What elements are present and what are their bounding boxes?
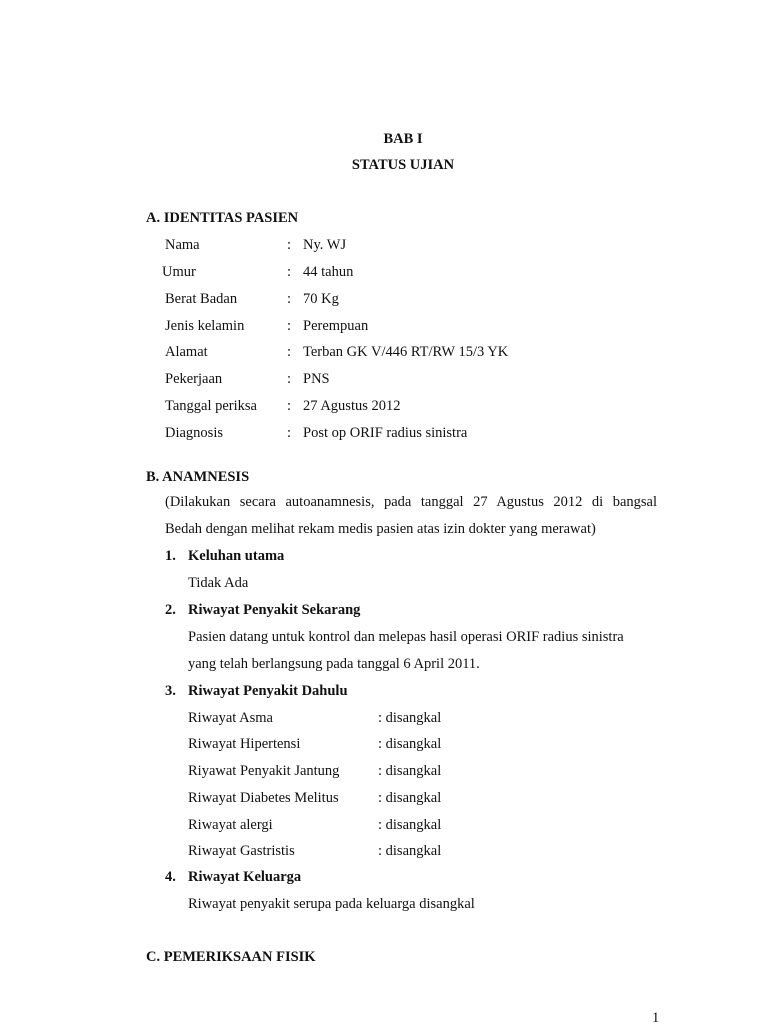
history-label: Riwayat alergi [188,817,273,833]
identity-label: Tanggal periksa [165,398,257,414]
identity-label: Diagnosis [165,425,223,441]
item-4-title: Riwayat Keluarga [188,869,302,885]
identity-colon: : [287,237,292,253]
section-a-heading: A. IDENTITAS PASIEN [146,210,299,226]
identity-colon: : [287,398,292,414]
chapter-heading: BAB I [383,131,423,147]
item-4-text: Riwayat penyakit serupa pada keluarga disangkal [188,896,475,912]
identity-label: Nama [165,237,200,253]
item-3-title: Riwayat Penyakit Dahulu [188,683,348,699]
section-c-heading: C. PEMERIKSAAN FISIK [146,949,316,965]
item-1-number: 1. [165,548,176,564]
identity-label: Umur [162,264,196,280]
identity-value: Post op ORIF radius sinistra [303,425,468,441]
identity-value: 70 Kg [303,291,339,307]
identity-label: Berat Badan [165,291,238,307]
identity-colon: : [287,264,292,280]
history-value: : disangkal [378,763,442,779]
identity-value: 44 tahun [303,264,354,280]
history-value: : disangkal [378,843,442,859]
identity-value: Perempuan [303,318,369,334]
item-2-text-line2: yang telah berlangsung pada tanggal 6 April 2011. [188,656,480,672]
section-b-heading: B. ANAMNESIS [146,469,250,485]
identity-value: Ny. WJ [303,237,347,253]
item-1-title: Keluhan utama [188,548,285,564]
identity-colon: : [287,425,292,441]
identity-colon: : [287,371,292,387]
identity-value: 27 Agustus 2012 [303,398,401,414]
history-value: : disangkal [378,790,442,806]
item-2-title: Riwayat Penyakit Sekarang [188,602,361,618]
history-value: : disangkal [378,710,442,726]
history-label: Riyawat Penyakit Jantung [188,763,340,779]
identity-label: Pekerjaan [165,371,223,387]
history-value: : disangkal [378,736,442,752]
page-number: 1 [652,1010,660,1026]
identity-colon: : [287,291,292,307]
history-label: Riwayat Gastristis [188,843,295,859]
item-3-number: 3. [165,683,176,699]
history-label: Riwayat Asma [188,710,273,726]
identity-colon: : [287,318,292,334]
anamnesis-intro-line2: Bedah dengan melihat rekam medis pasien atas izin dokter yang merawat) [165,521,596,537]
item-2-number: 2. [165,602,176,618]
page-title: STATUS UJIAN [351,157,455,173]
item-2-text-line1: Pasien datang untuk kontrol dan melepas hasil operasi ORIF radius sinistra [188,629,624,645]
item-4-number: 4. [165,869,176,885]
anamnesis-intro-line1: (Dilakukan secara autoanamnesis, pada tanggal 27 Agustus 2012 di bangsal [165,494,657,510]
item-1-text: Tidak Ada [188,575,249,591]
history-label: Riwayat Hipertensi [188,736,301,752]
identity-label: Jenis kelamin [165,318,245,334]
identity-value: Terban GK V/446 RT/RW 15/3 YK [303,344,509,360]
history-value: : disangkal [378,817,442,833]
identity-value: PNS [303,371,330,387]
identity-colon: : [287,344,292,360]
history-label: Riwayat Diabetes Melitus [188,790,339,806]
identity-label: Alamat [165,344,208,360]
